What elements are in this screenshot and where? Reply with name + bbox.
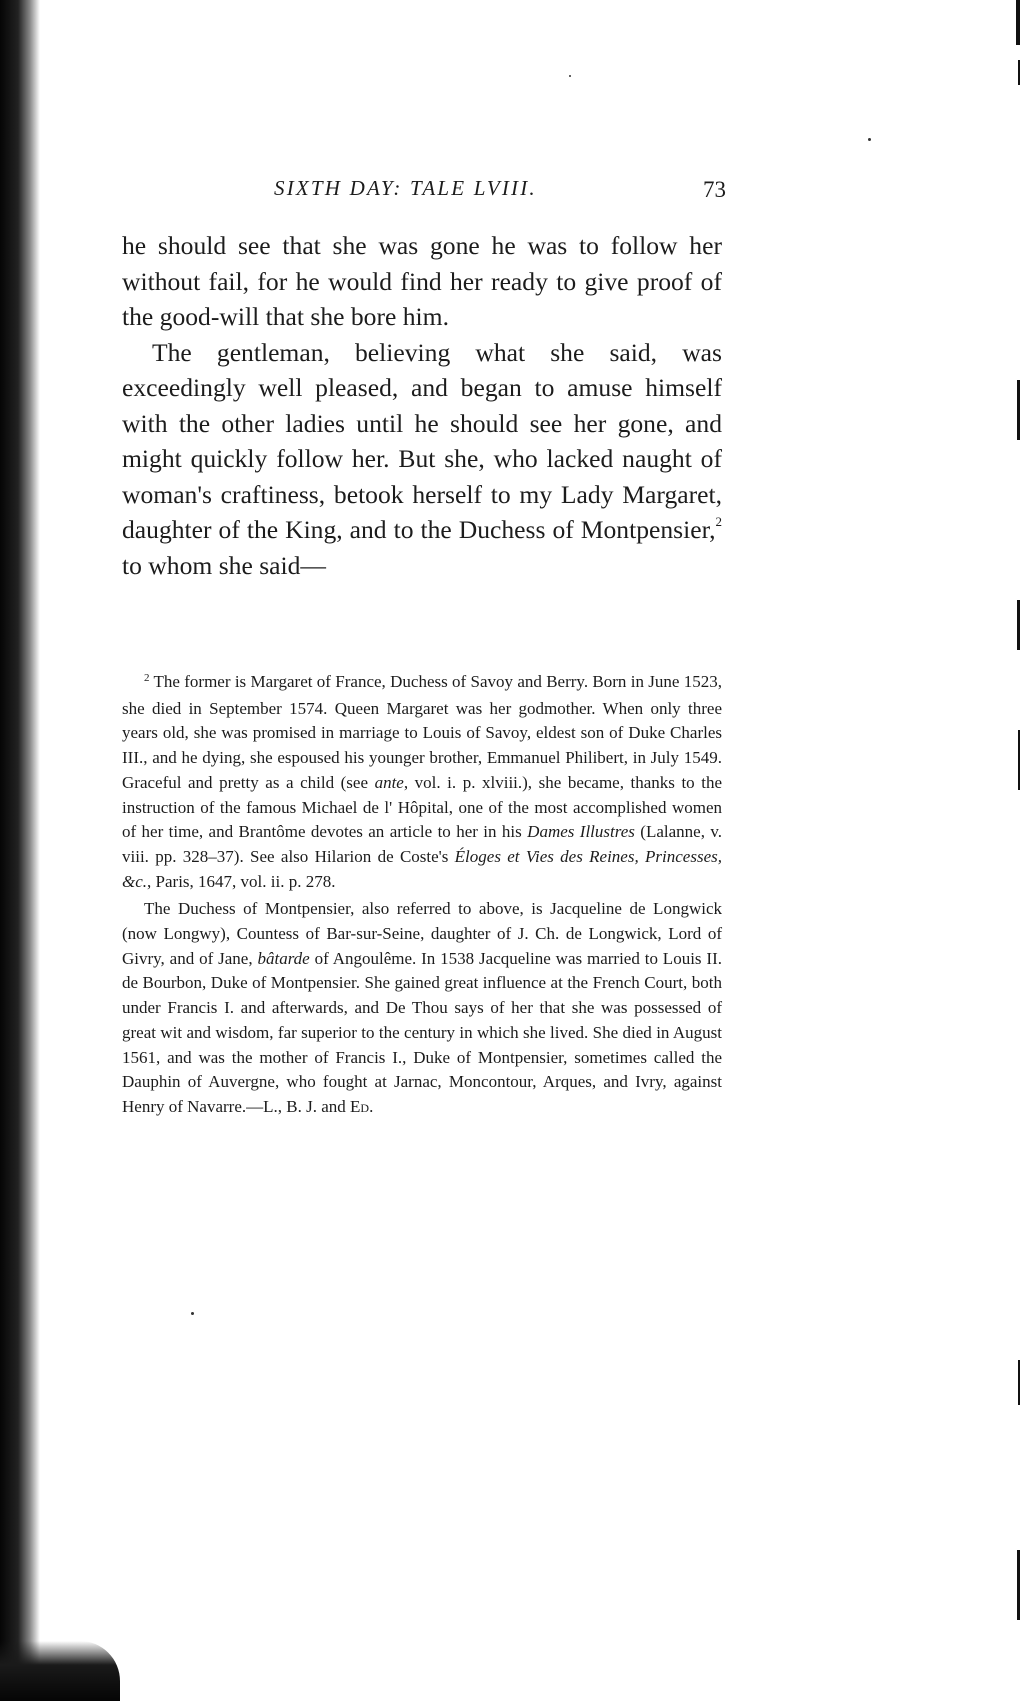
footnote-text: , vol. i. p. xlviii.), she became, thanks to the instruction of the famous Michael de l' Hôpital, one of the most accomplished women of her time, and Brantôme devotes an article to her in his [122,772,722,842]
scan-speck [191,1312,194,1315]
footnote [122,670,722,894]
footnote-reference: 2 [715,514,722,530]
body-text [122,228,722,583]
running-title: SIXTH DAY: TALE LVIII. [274,176,537,200]
scan-corner-shadow [0,1641,120,1701]
footnote-text: , Paris, 1647, vol. ii. p. 278. [147,871,336,891]
footnote-italic: ante [374,772,404,792]
scan-binding-shadow [0,0,40,1701]
footnote [122,897,722,1119]
page-number: 73 [703,177,726,202]
book-title: Dames Illustres [527,822,635,842]
footnote-italic: bâtarde [257,948,310,968]
paragraph: he should see that she was gone he was to follow her without fail, for he would find her ready to give proof of the good-will that she bore him. [122,231,722,331]
footnotes [122,670,722,1120]
scan-speck [868,138,871,141]
scan-right-edge [1012,0,1022,1701]
paragraph [122,335,722,584]
footnote-text: The former is Margaret of France, Duchess of Savoy and Berry. Born in June 1523, she died in September 1574. Queen Margaret was her godmother. When only three years old, she was promised in marriage to Louis of Savoy, eldest son of Duke Charles III., and he dying, she espoused his younger brother, Emmanuel Philibert, in July 1549. Graceful and pretty as a child (see [122,672,722,792]
book-title: Éloges et Vies des Reines, Princesses, &c. [122,846,722,891]
running-head [122,176,726,206]
footnote-text: of Angoulême. In 1538 Jacqueline was married to Louis II. de Bourbon, Duke of Montpensier. She gained great influence at the French Court, both under Francis I. and afterwards, and De Thou says of her that she was possessed of great wit and wisdom, far superior to the century in which she lived. She died in August 1561, and was the mother of Francis I., Duke of Montpensier, sometimes called the Dauphin of Auvergne, who fought at Jarnac, Moncontour, Arques, and Ivry, against Henry of Navarre.—L., B. J. and [122,948,722,1116]
footnote-text: (Lalanne, v. viii. pp. 328–37). See also Hilarion de Coste's [122,822,722,866]
editor-credit: Ed. [350,1096,374,1116]
paragraph-text: to whom she said— [122,550,327,580]
scan-speck [569,75,571,77]
footnote-text: The Duchess of Montpensier, also referred to above, is Jacqueline de Longwick (now Longwy), Countess of Bar-sur-Seine, daughter of J. Ch. de Longwick, Lord of Givry, and of Jane, [122,899,722,968]
footnote-mark: 2 [144,672,150,684]
paragraph-text: The gentleman, believing what she said, was exceedingly well pleased, and began to amuse himself with the other ladies until he should see her gone, and might quickly follow her. But she, who lacked naught of woman's craftiness, betook herself to my Lady Margaret, daughter of the King, and to the Duchess of Montpensier, [122,337,722,544]
